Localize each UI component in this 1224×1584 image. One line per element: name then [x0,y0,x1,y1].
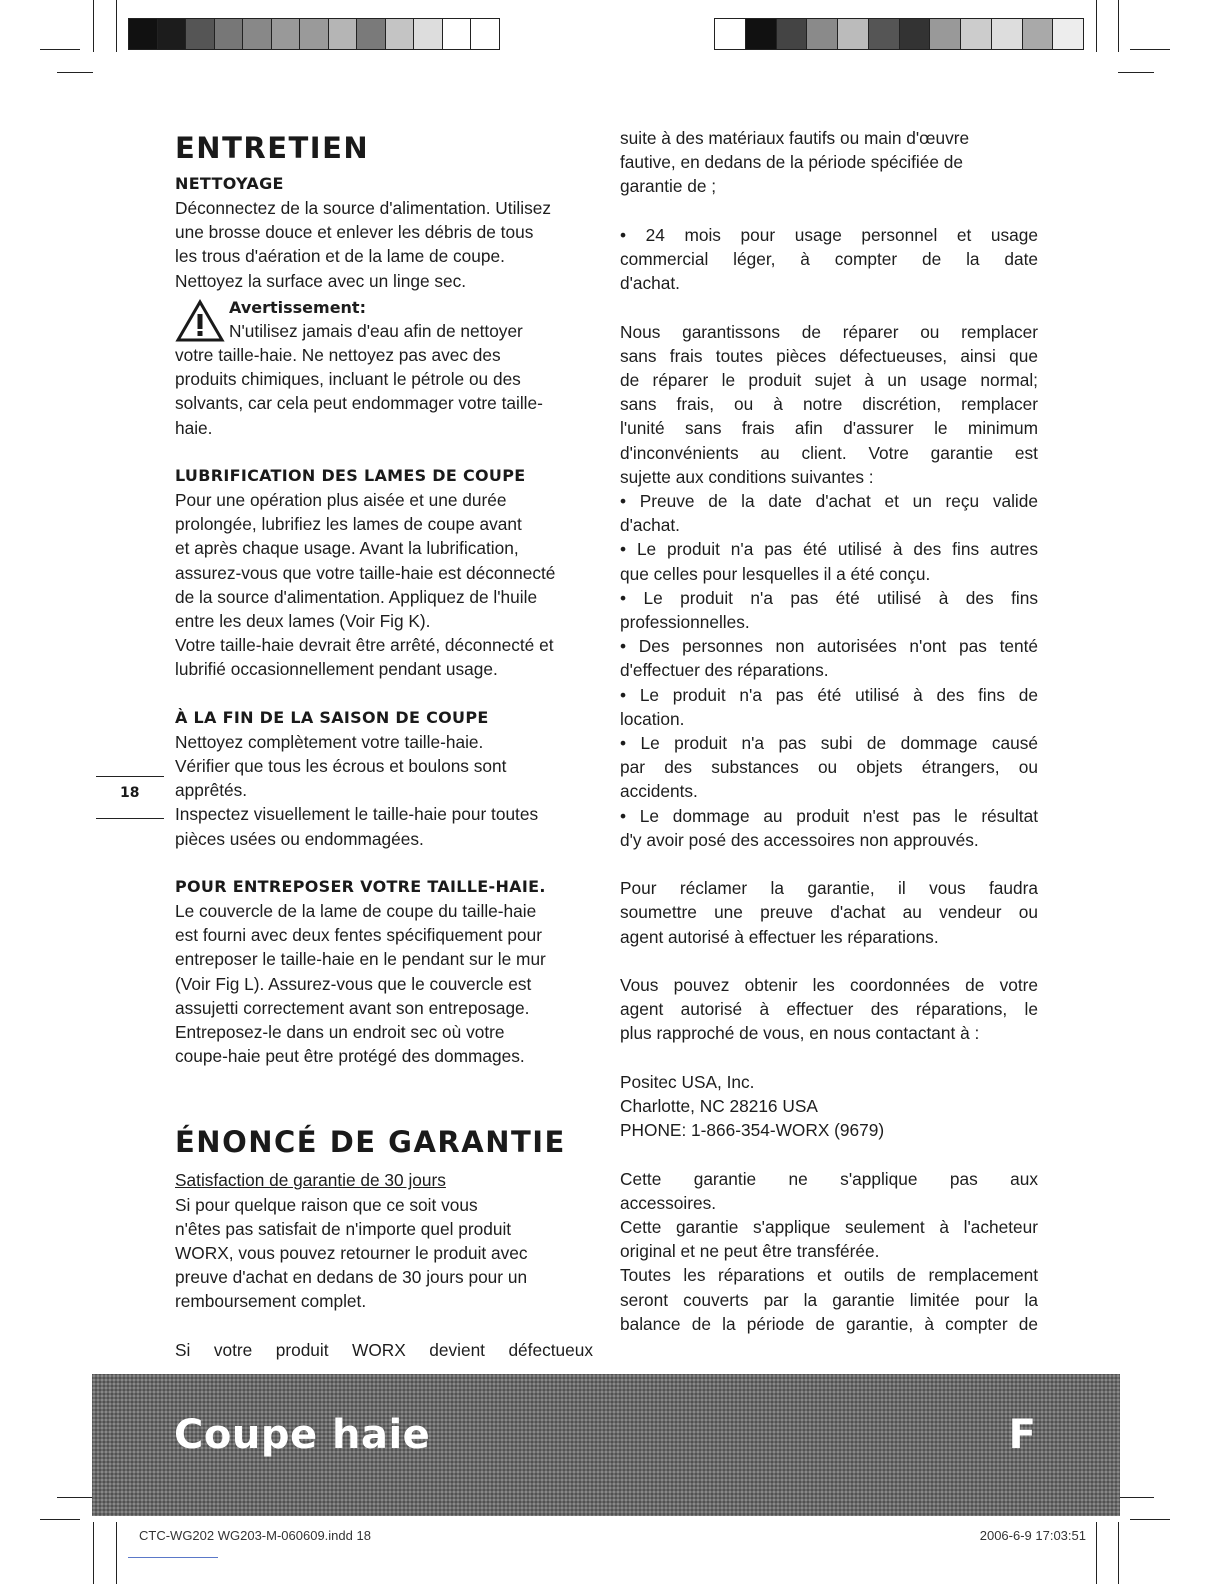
text-line: Vous pouvez obtenir les coordonnées de votre [620,975,1038,996]
text-line: coupe-haie peut être protégé des dommages. [175,1046,525,1067]
color-swatch [746,19,777,49]
text-line: assujetti correctement avant son entreposage. [175,997,530,1018]
condition-line: • Le produit n'a pas subi de dommage causé [620,733,1038,754]
text-line: suite à des matériaux fautifs ou main d'œuvre [620,128,970,148]
page-number-rule [96,776,164,777]
text-line: balance de la période de garantie, à compter de [620,1313,1038,1334]
crop-mark [1118,1522,1119,1584]
condition-line: par des substances ou objets étrangers, ou [620,757,1038,778]
text-line: accessoires. [620,1192,717,1213]
text-line: une brosse douce et enlever les débris de tous [175,222,534,243]
crop-mark [40,49,80,50]
crop-mark [116,0,117,52]
warning-triangle-icon [175,299,225,343]
heading-fin-saison: À LA FIN DE LA SAISON DE COUPE [175,707,489,727]
color-swatch [807,19,838,49]
color-swatch [158,19,187,49]
text-line: Cette garantie s'applique seulement à l'acheteur [620,1217,1038,1238]
color-swatch [869,19,900,49]
text-line: pièces usées ou endommagées. [175,828,424,849]
condition-line: • Le produit n'a pas été utilisé à des fins autres [620,539,1038,560]
text-line: sans frais, ou à notre discrétion, remplacer [620,394,1038,415]
text-line: de réparer le produit sujet à un usage normal; [620,370,1038,390]
crop-mark [116,1522,117,1584]
text-line: Inspectez visuellement le taille-haie pour toutes [175,804,539,825]
condition-line: • Des personnes non autorisées n'ont pas tenté [620,636,1038,657]
warning-block [175,297,593,343]
text-line: preuve d'achat en dedans de 30 jours pour un [175,1267,528,1288]
crop-mark [1118,0,1119,52]
text-line: l'unité sans frais afin d'assurer le minimum [620,418,1038,439]
condition-line: • Le dommage au produit n'est pas le résultat [620,805,1038,826]
text-line: Déconnectez de la source d'alimentation. Utilisez [175,198,552,218]
heading-lubrification: LUBRIFICATION DES LAMES DE COUPE [175,466,526,486]
crop-mark [57,72,93,73]
condition-line: accidents. [620,781,698,802]
text-line: entreposer le taille-haie en le pendant sur le mur [175,949,546,970]
condition-line: professionnelles. [620,612,750,633]
text-line: Si votre produit WORX devient défectueux [175,1339,593,1360]
color-swatch [777,19,808,49]
text-line: Le couvercle de la lame de coupe du taille-haie [175,901,537,922]
color-swatch [715,19,746,49]
text-line: Toutes les réparations et outils de remplacement [620,1265,1038,1286]
color-swatch [357,19,386,49]
text-line: Entreposez-le dans un endroit sec où votre [175,1022,505,1043]
text-line: n'êtes pas satisfait de n'importe quel produit [175,1218,512,1239]
text-line: les trous d'aération et de la lame de coupe. [175,246,505,267]
color-swatch [215,19,244,49]
text-line: (Voir Fig L). Assurez-vous que le couvercle est [175,973,532,994]
color-swatch [129,19,158,49]
text-line: Votre taille-haie devrait être arrêté, déconnecté et [175,635,554,656]
color-swatch [414,19,443,49]
text-line: assurez-vous que votre taille-haie est déconnecté [175,562,556,583]
crop-mark [1130,1519,1170,1520]
language-code: F [1008,1412,1036,1458]
section-title-entretien: ENTRETIEN [175,131,370,165]
text-line: Nettoyez la surface avec un linge sec. [175,270,467,291]
text-line: commercial léger, à compter de la date [620,249,1038,269]
text-line: sans frais toutes pièces défectueuses, ainsi que [620,345,1038,366]
crop-mark [93,0,94,52]
color-swatch [272,19,301,49]
text-line: produits chimiques, incluant le pétrole ou des [175,369,521,390]
text-line: prolongée, lubrifiez les lames de coupe avant [175,514,522,535]
text-line: est fourni avec deux fentes spécifiquement pour [175,925,542,946]
text-line: solvants, car cela peut endommager votre taille- [175,393,543,414]
color-swatch [300,19,329,49]
condition-line: • Le produit n'a pas été utilisé à des fins [620,587,1038,608]
left-column [175,126,593,1362]
text-line: WORX, vous pouvez retourner le produit avec [175,1243,528,1264]
color-swatch [838,19,869,49]
text-line: Si pour quelque raison que ce soit vous [175,1194,478,1215]
right-column [620,126,1038,1336]
text-line: agent autorisé à effectuer des réparations, le [620,999,1038,1020]
condition-line: d'effectuer des réparations. [620,660,829,681]
address-company: Positec USA, Inc. [620,1071,755,1092]
text-line: sujette aux conditions suivantes : [620,466,874,487]
crop-mark [1118,1497,1154,1498]
text-line: • 24 mois pour usage personnel et usage [620,224,1038,245]
color-swatch [992,19,1023,49]
text-line: votre taille-haie. Ne nettoyez pas avec des [175,345,501,366]
color-swatch [329,19,358,49]
text-line: garantie de ; [620,176,717,197]
text-line: apprêtés. [175,780,248,801]
footer-filename: CTC-WG202 WG203-M-060609.indd 18 [139,1528,371,1543]
text-line: entre les deux lames (Voir Fig K). [175,611,431,632]
text-line: d'inconvénients au client. Votre garantie est [620,442,1038,463]
color-swatch [900,19,931,49]
color-swatch [443,19,472,49]
text-line: fautive, en dedans de la période spécifiée de [620,152,963,173]
color-swatch [243,19,272,49]
text-line: plus rapproché de vous, en nous contactant à : [620,1023,980,1044]
address-phone: PHONE: 1-866-354-WORX (9679) [620,1120,885,1141]
color-swatch [471,19,499,49]
color-swatch [1053,19,1083,49]
text-line: de la source d'alimentation. Appliquez de l'huile [175,586,538,607]
condition-line: • Le produit n'a pas été utilisé à des fins de [620,684,1038,705]
crop-mark [1118,72,1154,73]
text-line: N'utilisez jamais d'eau afin de nettoyer [229,320,523,341]
heading-satisfaction: Satisfaction de garantie de 30 jours [175,1170,446,1191]
crop-mark [1130,49,1170,50]
text-line: d'achat. [620,273,680,294]
condition-line: • Preuve de la date d'achat et un reçu valide [620,491,1038,512]
page-number: 18 [120,785,140,801]
text-line: agent autorisé à effectuer les réparations. [620,926,939,947]
text-line: Cette garantie ne s'applique pas aux [620,1168,1038,1189]
condition-line: d'achat. [620,515,680,536]
address-city: Charlotte, NC 28216 USA [620,1096,818,1117]
crop-mark [57,1497,93,1498]
heading-nettoyage: NETTOYAGE [175,174,284,193]
text-line: haie. [175,417,213,438]
text-line: Vérifier que tous les écrous et boulons sont [175,756,507,777]
condition-line: location. [620,708,685,729]
text-line: seront couverts par la garantie limitée pour la [620,1289,1038,1310]
color-swatch [1023,19,1054,49]
color-swatch [386,19,415,49]
condition-line: d'y avoir posé des accessoires non approuvés. [620,829,979,850]
color-calibration-bar-left [128,18,500,50]
color-swatch [186,19,215,49]
text-line: original et ne peut être transférée. [620,1241,880,1262]
text-line: Pour une opération plus aisée et une durée [175,490,507,511]
section-title-garantie: ÉNONCÉ DE GARANTIE [175,1125,566,1160]
product-banner [92,1374,1120,1516]
text-line: Nous garantissons de réparer ou remplacer [620,321,1038,342]
warning-heading: Avertissement: [229,297,366,317]
text-line: remboursement complet. [175,1291,367,1312]
heading-entreposer: POUR ENTREPOSER VOTRE TAILLE-HAIE. [175,877,546,897]
text-line: Nettoyez complètement votre taille-haie. [175,731,484,752]
crop-mark [1096,0,1097,52]
crop-mark [93,1522,94,1584]
footer-rule [128,1557,218,1558]
color-calibration-bar-right [714,18,1084,50]
color-swatch [961,19,992,49]
text-line: soumettre une preuve d'achat au vendeur ou [620,902,1038,923]
color-swatch [930,19,961,49]
banner-title: Coupe haie [174,1412,431,1458]
crop-mark [1096,1522,1097,1584]
page-number-rule [96,818,164,819]
condition-line: que celles pour lesquelles il a été conçu. [620,563,931,584]
text-line: et après chaque usage. Avant la lubrification, [175,538,519,559]
text-line: lubrifié occasionnellement pendant usage. [175,659,498,680]
footer-datetime: 2006-6-9 17:03:51 [979,1528,1086,1543]
crop-mark [40,1519,80,1520]
text-line: Pour réclamer la garantie, il vous faudra [620,878,1038,899]
